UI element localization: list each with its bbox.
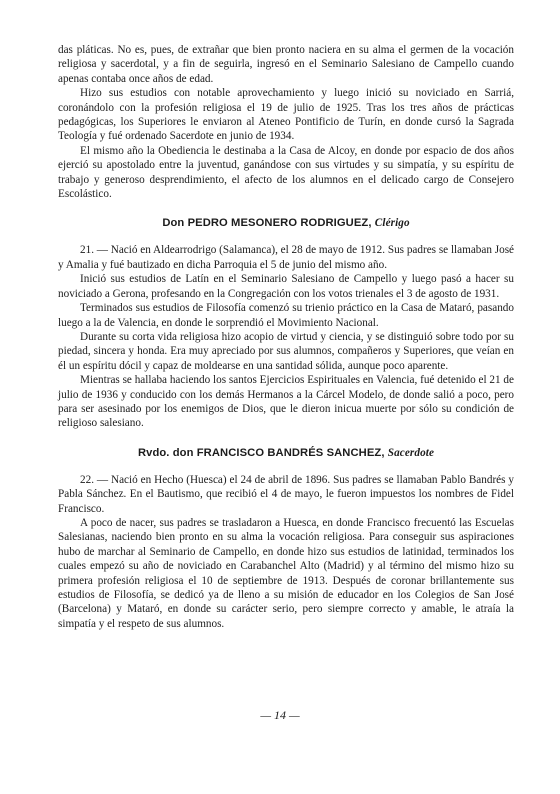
mesonero-paragraph-2: Inició sus estudios de Latín en el Seminario Salesiano de Campello y luego pasó a hacer su noviciado a Gerona, profesando en la Congregación con los votos trienales el 3 de agosto de 1931. (58, 273, 514, 300)
section-heading-mesonero (58, 216, 514, 230)
mesonero-paragraph-5: Mientras se hallaba haciendo los santos Ejercicios Espirituales en Valencia, fué detenido el 21 de julio de 1936 y conducido con los demás Hermanos a la Cárcel Modelo, de donde salió a poco, pero para ser asesinado por los enemigos de Dios, que le dieron inicua muerte por sólo su condición de religioso salesiano. (58, 374, 514, 430)
heading-name: Don PEDRO MESONERO RODRIGUEZ, (162, 217, 372, 230)
intro-paragraph-2: Hizo sus estudios con notable aprovechamiento y luego inició su noviciado en Sarriá, coronándolo con la profesión religiosa el 19 de julio de 1925. Tras los tres años de prácticas pedagógicas, los Superiores le enviaron al Ateneo Pontificio de Turín, en donde cursó la Sagrada Teología y fué ordenado Sacerdote en junio de 1934. (58, 87, 514, 143)
heading-role: Clérigo (374, 217, 410, 230)
intro-paragraph-1: das pláticas. No es, pues, de extrañar que bien pronto naciera en su alma el germen de la vocación religiosa y sacerdotal, y a fin de seguirla, ingresó en el Seminario Salesiano de Campello cuando apenas contaba once años de edad. (58, 44, 514, 85)
page-number: — 14 — (260, 708, 300, 722)
heading-name: Rvdo. don FRANCISCO BANDRÉS SANCHEZ, (137, 446, 385, 459)
mesonero-paragraph-1: 21. — Nació en Aldearrodrigo (Salamanca), el 28 de mayo de 1912. Sus padres se llamaban José y Amalia y fué bautizado en dicha Parroquia el 5 de junio del mismo año. (58, 244, 515, 271)
mesonero-paragraph-4: Durante su corta vida religiosa hizo acopio de virtud y ciencia, y se distinguió sobre todo por su piedad, sincera y honda. Era muy apreciado por sus alumnos, compañeros y Superiores, que veían en él un espíritu dócil y capaz de moldearse en una santidad sólida, aunque poco aparente. (58, 330, 514, 372)
bandres-paragraph-2: A poco de nacer, sus padres se trasladaron a Huesca, en donde Francisco frecuentó las Escuelas Salesianas, naciendo bien pronto en su alma la vocación religiosa. Para conseguir sus aspiraciones hubo de marchar al Seminario de Campello, en donde hizo sus estudios de latinidad, terminados los cuales empezó su año de noviciado en Carabanchel Alto (Madrid) y al término del mismo hizo su primera profesión religiosa el 10 de septiembre de 1913. Después de coronar brillantemente sus estudios de Filosofía, se dedicó ya de lleno a su misión de educador en los Colegios de San José (Barcelona) y Mataró, en donde su carácter serio, pero siempre correcto y amable, le atraía la simpatía y el respeto de sus alumnos. (58, 516, 514, 630)
page-body (58, 43, 514, 631)
mesonero-paragraph-3: Terminados sus estudios de Filosofía comenzó su trienio práctico en la Casa de Mataró, pasando luego a la de Valencia, en donde le sorprendió el Movimiento Nacional. (58, 302, 514, 329)
intro-paragraph-3: El mismo año la Obediencia le destinaba a la Casa de Alcoy, en donde por espacio de dos años ejerció su apostolado entre la juventud, ganándose con sus virtudes y su simpatía, y su espíritu de trabajo y generoso desprendimiento, el afecto de los alumnos en el delicado cargo de Consejero Escolástico. (58, 144, 514, 201)
bandres-paragraph-1: 22. — Nació en Hecho (Huesca) el 24 de abril de 1896. Sus padres se llamaban Pablo Bandrés y Pabla Sánchez. En el Bautismo, que recibió el 4 de mayo, le fueron impuestos los nombres de Fidel Francisco. (58, 473, 514, 515)
heading-role: Sacerdote (387, 446, 435, 459)
section-heading-bandres (58, 446, 514, 460)
